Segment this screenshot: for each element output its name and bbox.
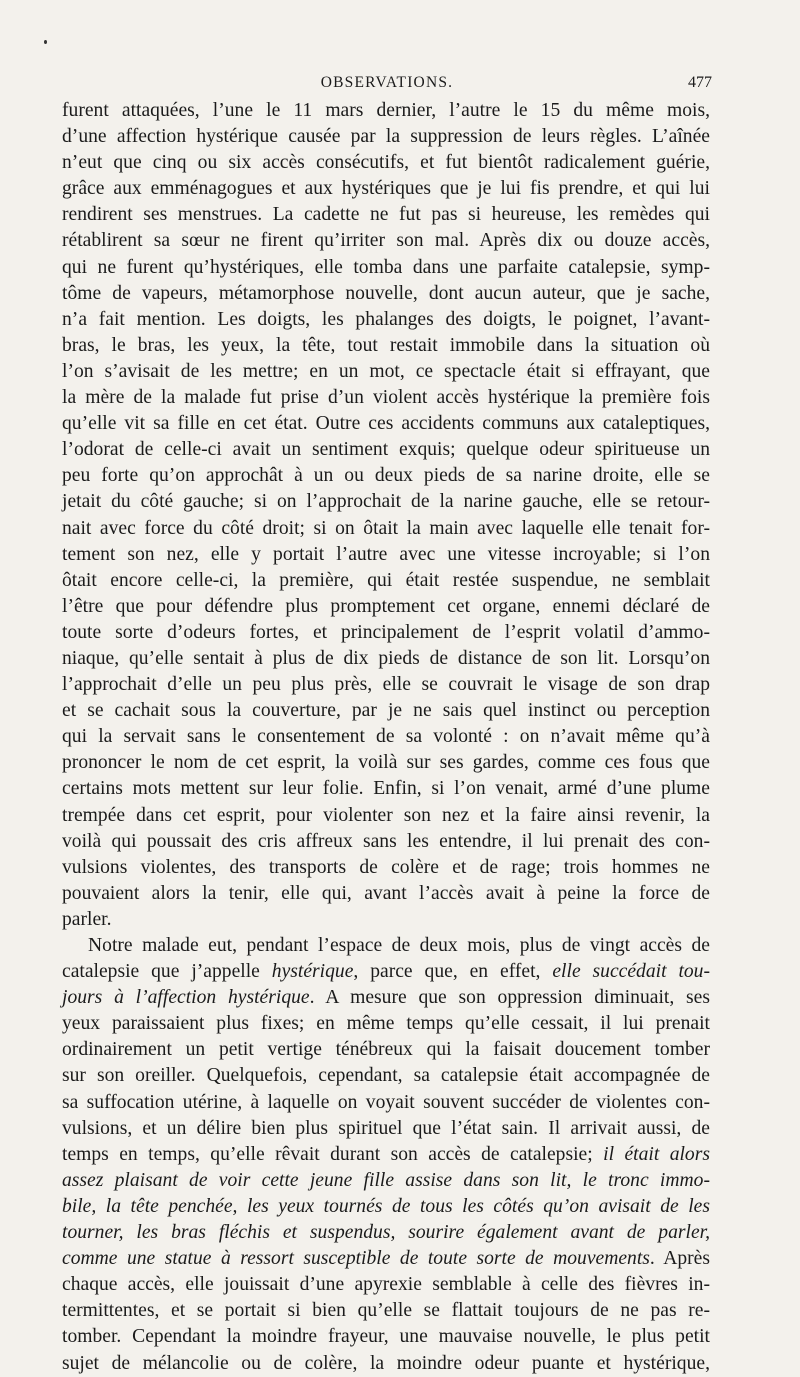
text-line: tourner, les bras fléchis et suspendus, sourire également avant de parler,: [62, 1222, 710, 1244]
text-line: l’odorat de celle-ci avait un sentiment exquis; quelque odeur spiritueuse un: [62, 439, 710, 461]
text-span: , parce que, en effet,: [353, 961, 553, 983]
text-line: l’être que pour défendre plus promptement cet organe, ennemi déclaré de: [62, 595, 710, 617]
text-line: tement son nez, elle y portait l’autre avec une vitesse incroyable; si l’on: [62, 543, 710, 565]
text-line: grâce aux emménagogues et aux hystériques que je lui fis prendre, et qui lui: [62, 178, 710, 200]
text-line: vulsions violentes, des transports de colère et de rage; trois hommes ne: [62, 856, 710, 878]
text-line: termittentes, et se portait si bien qu’elle se flattait toujours de ne pas re-: [62, 1300, 710, 1322]
text-line: d’une affection hystérique causée par la suppression de leurs règles. L’aînée: [62, 126, 710, 148]
text-line: bras, le bras, les yeux, la tête, tout restait immobile dans la situation où: [62, 334, 710, 356]
text-line: voilà qui poussait des cris affreux sans les entendre, il lui prenait des con-: [62, 830, 710, 852]
text-line: sur son oreiller. Quelquefois, cependant, sa catalepsie était accompagnée de: [62, 1065, 710, 1087]
ink-speck: [44, 40, 47, 44]
text-line: ôtait encore celle-ci, la première, qui était restée suspendue, ne semblait: [62, 569, 710, 591]
text-line: parler.: [62, 908, 112, 930]
text-line: l’on s’avisait de les mettre; en un mot, ce spectacle était si effrayant, que: [62, 360, 710, 382]
text-line: prononcer le nom de cet esprit, la voilà sur ses gardes, comme ces fous que: [62, 752, 710, 774]
text-line: jetait du côté gauche; si on l’approchait de la narine gauche, elle se retour-: [62, 491, 710, 513]
text-line: Notre malade eut, pendant l’espace de deux mois, plus de vingt accès de: [88, 935, 710, 956]
italic-quote: comme une statue à ressort susceptible de toute sorte de mouvements: [62, 1248, 650, 1270]
italic-term: hystérique: [271, 961, 354, 983]
italic-quote: elle succédait tou-: [552, 961, 711, 983]
text-line: n’a fait mention. Les doigts, les phalanges des doigts, le poignet, l’avant-: [62, 308, 710, 330]
text-line: furent attaquées, l’une le 11 mars dernier, l’autre le 15 du même mois,: [62, 100, 710, 121]
text-line: n’eut que cinq ou six accès consécutifs, et fut bientôt radicalement guérie,: [62, 152, 710, 174]
text-line: certains mots mettent sur leur folie. Enfin, si l’on venait, armé d’une plume: [62, 778, 710, 800]
text-line: sa suffocation utérine, à laquelle on voyait souvent succéder de violentes con-: [62, 1091, 710, 1113]
text-span: catalepsie que j’appelle: [62, 961, 272, 983]
body-text: [62, 98, 710, 1377]
text-line: qui la servait sans le consentement de sa volonté : on n’avait même qu’à: [62, 726, 710, 748]
text-line: toute sorte d’odeurs fortes, et principalement de l’esprit volatil d’ammo-: [62, 621, 710, 643]
text-line: trempée dans cet esprit, pour violenter son nez et la faire ainsi revenir, la: [62, 804, 710, 826]
italic-quote: il était alors: [603, 1143, 710, 1165]
text-line: sujet de mélancolie ou de colère, la moindre odeur puante et hystérique,: [62, 1352, 710, 1374]
text-line: rétablirent sa sœur ne firent qu’irriter son mal. Après dix ou douze accès,: [62, 230, 710, 252]
text-line: [62, 1246, 710, 1272]
text-line: assez plaisant de voir cette jeune fille assise dans son lit, le tronc immo-: [62, 1169, 710, 1191]
text-line: rendirent ses menstrues. La cadette ne fut pas si heureuse, les remèdes qui: [62, 204, 710, 226]
text-line: bile, la tête penchée, les yeux tournés de tous les côtés qu’on avisait de les: [62, 1195, 710, 1217]
page-number: 477: [688, 74, 712, 91]
text-span: . A mesure que son oppression diminuait, ses: [309, 987, 710, 1009]
text-line: qui ne furent qu’hystériques, elle tomba dans une parfaite catalepsie, symp-: [62, 256, 710, 278]
text-span: . Après: [649, 1248, 710, 1270]
text-line: [62, 959, 710, 985]
running-head: [62, 74, 712, 100]
text-line: et se cachait sous la couverture, par je ne sais quel instinct ou perception: [62, 700, 710, 722]
text-line: la mère de la malade fut prise d’un violent accès hystérique la première fois: [62, 387, 710, 409]
text-line: vulsions, et un délire bien plus spirituel que l’état sain. Il arrivait aussi, de: [62, 1117, 710, 1139]
text-line: pouvaient alors la tenir, elle qui, avant l’accès avait à peine la force de: [62, 882, 710, 904]
text-line: yeux paraissaient plus fixes; en même temps qu’elle cessait, il lui prenait: [62, 1013, 710, 1035]
text-line: niaque, qu’elle sentait à plus de dix pieds de distance de son lit. Lorsqu’on: [62, 647, 710, 669]
text-span: temps en temps, qu’elle rêvait durant son accès de catalepsie;: [62, 1143, 604, 1165]
italic-quote: jours à l’affection hystérique: [62, 987, 310, 1009]
text-line: peu forte qu’on approchât à un ou deux pieds de sa narine droite, elle se: [62, 465, 710, 487]
text-line: qu’elle vit sa fille en cet état. Outre ces accidents communs aux cataleptiques,: [62, 413, 710, 435]
text-line: chaque accès, elle jouissait d’une apyrexie semblable à celle des fièvres in-: [62, 1274, 710, 1296]
text-line: tomber. Cependant la moindre frayeur, une mauvaise nouvelle, le plus petit: [62, 1326, 710, 1348]
text-line: tôme de vapeurs, métamorphose nouvelle, dont aucun auteur, que je sache,: [62, 282, 710, 304]
text-line: ordinairement un petit vertige ténébreux qui la faisait doucement tomber: [62, 1039, 710, 1061]
running-title: OBSERVATIONS.: [320, 74, 454, 91]
text-line: nait avec force du côté droit; si on ôtait la main avec laquelle elle tenait for-: [62, 517, 710, 539]
text-line: l’approchait d’elle un peu plus près, elle se couvrait le visage de son drap: [62, 674, 710, 696]
text-line: [62, 1142, 710, 1168]
text-line: [62, 985, 710, 1011]
